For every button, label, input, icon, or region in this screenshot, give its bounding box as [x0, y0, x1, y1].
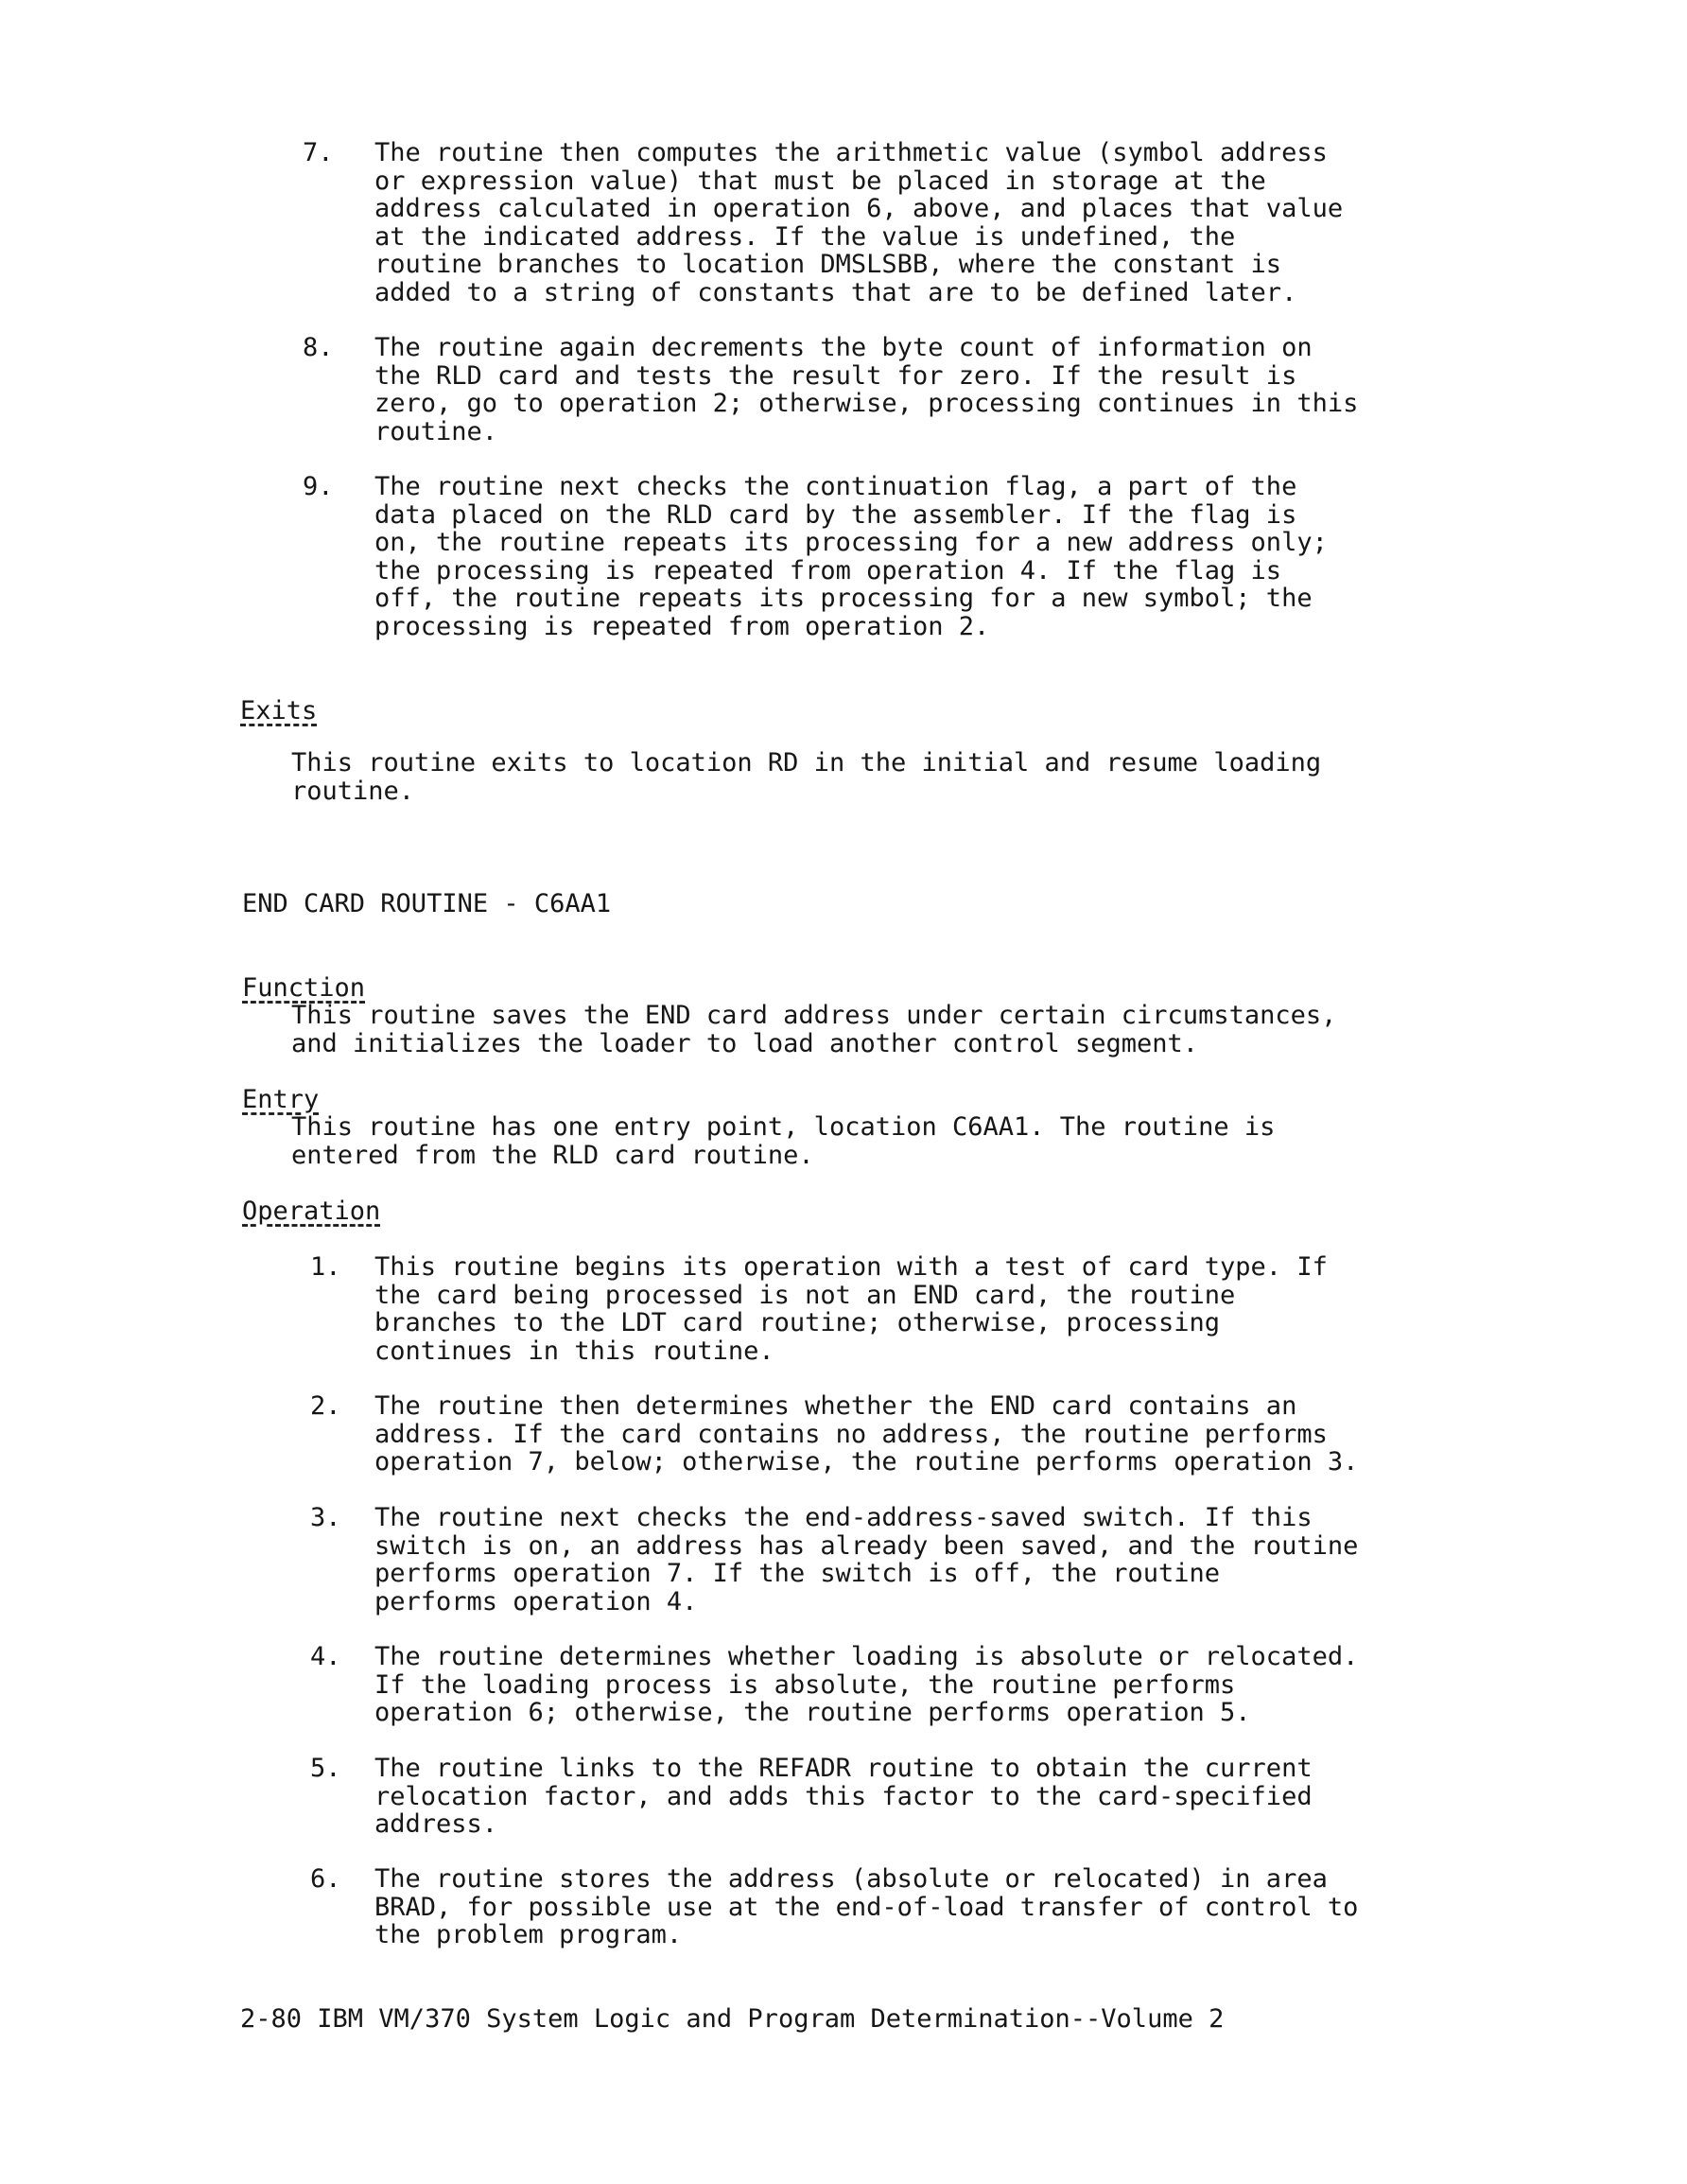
text-line: branches to the LDT card routine; otherwise, processing	[374, 1308, 1221, 1337]
text-line: relocation factor, and adds this factor to the card-specified	[374, 1781, 1313, 1811]
item-text	[374, 1392, 1358, 1476]
text-line: routine.	[374, 416, 498, 446]
text-line: The routine then computes the arithmetic value (symbol address	[374, 138, 1328, 167]
item-number: 7.	[303, 138, 334, 167]
item-number: 9.	[303, 472, 334, 501]
function-heading: Function	[242, 973, 366, 1003]
entry-body	[291, 1113, 1275, 1169]
text-line: address.	[374, 1809, 498, 1839]
entry-heading: Entry	[242, 1085, 320, 1114]
item-number: 4.	[310, 1642, 341, 1671]
item-text	[374, 334, 1358, 446]
item-text	[374, 1504, 1358, 1616]
text-line: routine.	[291, 776, 415, 806]
text-line: operation 6; otherwise, the routine performs operation 5.	[374, 1698, 1251, 1727]
text-line: operation 7, below; otherwise, the routine performs operation 3.	[374, 1447, 1359, 1476]
item-number: 2.	[310, 1391, 341, 1421]
text-line: The routine determines whether loading is absolute or relocated.	[374, 1642, 1359, 1671]
item-number: 5.	[310, 1754, 341, 1783]
text-line: The routine again decrements the byte count of information on	[374, 333, 1313, 362]
section-title: END CARD ROUTINE - C6AA1	[242, 889, 612, 918]
text-line: If the loading process is absolute, the routine performs	[374, 1669, 1236, 1700]
text-line: address calculated in operation 6, above, and places that value	[374, 194, 1344, 223]
text-line: address. If the card contains no address, the routine performs	[374, 1419, 1328, 1449]
text-line: This routine exits to location RD in the initial and resume loading	[291, 748, 1322, 778]
item-number: 1.	[310, 1252, 341, 1282]
page-footer: 2-80 IBM VM/370 System Logic and Program Determination--Volume 2	[240, 2004, 1225, 2034]
item-text	[374, 1755, 1313, 1839]
text-line: off, the routine repeats its processing for a new symbol; the	[374, 584, 1313, 613]
text-line: the problem program.	[374, 1920, 683, 1949]
text-line: added to a string of constants that are to be defined later.	[374, 277, 1297, 307]
text-line: the RLD card and tests the result for zero. If the result is	[374, 360, 1297, 391]
item-number: 3.	[310, 1503, 341, 1532]
text-line: performs operation 7. If the switch is off, the routine	[374, 1559, 1221, 1588]
text-line: The routine next checks the end-address-saved switch. If this	[374, 1503, 1313, 1532]
text-line: zero, go to operation 2; otherwise, processing continues in this	[374, 389, 1359, 418]
text-line: performs operation 4.	[374, 1586, 698, 1616]
item-text	[374, 1643, 1358, 1727]
item-text	[374, 139, 1343, 306]
text-line: the processing is repeated from operation 4. If the flag is	[374, 555, 1282, 585]
text-line: The routine links to the REFADR routine to obtain the current	[374, 1754, 1313, 1783]
text-line: The routine then determines whether the END card contains an	[374, 1391, 1297, 1421]
item-number: 6.	[310, 1864, 341, 1894]
function-body	[291, 1002, 1336, 1057]
exits-body	[291, 749, 1321, 805]
text-line: BRAD, for possible use at the end-of-load transfer of control to	[374, 1892, 1359, 1922]
text-line: This routine has one entry point, location C6AA1. The routine is	[291, 1112, 1276, 1142]
item-text	[374, 1865, 1358, 1949]
text-line: routine branches to location DMSLSBB, where the constant is	[374, 250, 1282, 279]
text-line: at the indicated address. If the value is undefined, the	[374, 221, 1236, 252]
text-line: The routine stores the address (absolute or relocated) in area	[374, 1864, 1328, 1894]
text-line: This routine saves the END card address under certain circumstances,	[291, 1001, 1337, 1030]
text-line: entered from the RLD card routine.	[291, 1140, 814, 1170]
text-line: on, the routine repeats its processing for a new address only;	[374, 528, 1328, 557]
text-line: continues in this routine.	[374, 1336, 774, 1366]
text-line: or expression value) that must be placed in storage at the	[374, 166, 1266, 196]
text-line: switch is on, an address has already been saved, and the routine	[374, 1530, 1359, 1561]
item-text	[374, 1253, 1328, 1365]
text-line: the card being processed is not an END card, the routine	[374, 1280, 1236, 1310]
item-number: 8.	[303, 333, 334, 362]
item-text	[374, 473, 1328, 640]
text-line: and initializes the loader to load another control segment.	[291, 1028, 1199, 1058]
operation-heading: Operation	[242, 1197, 381, 1226]
text-line: data placed on the RLD card by the assembler. If the flag is	[374, 499, 1297, 530]
text-line: This routine begins its operation with a test of card type. If	[374, 1252, 1328, 1282]
exits-heading: Exits	[240, 696, 318, 725]
text-line: The routine next checks the continuation flag, a part of the	[374, 472, 1297, 501]
text-line: processing is repeated from operation 2.	[374, 611, 990, 641]
